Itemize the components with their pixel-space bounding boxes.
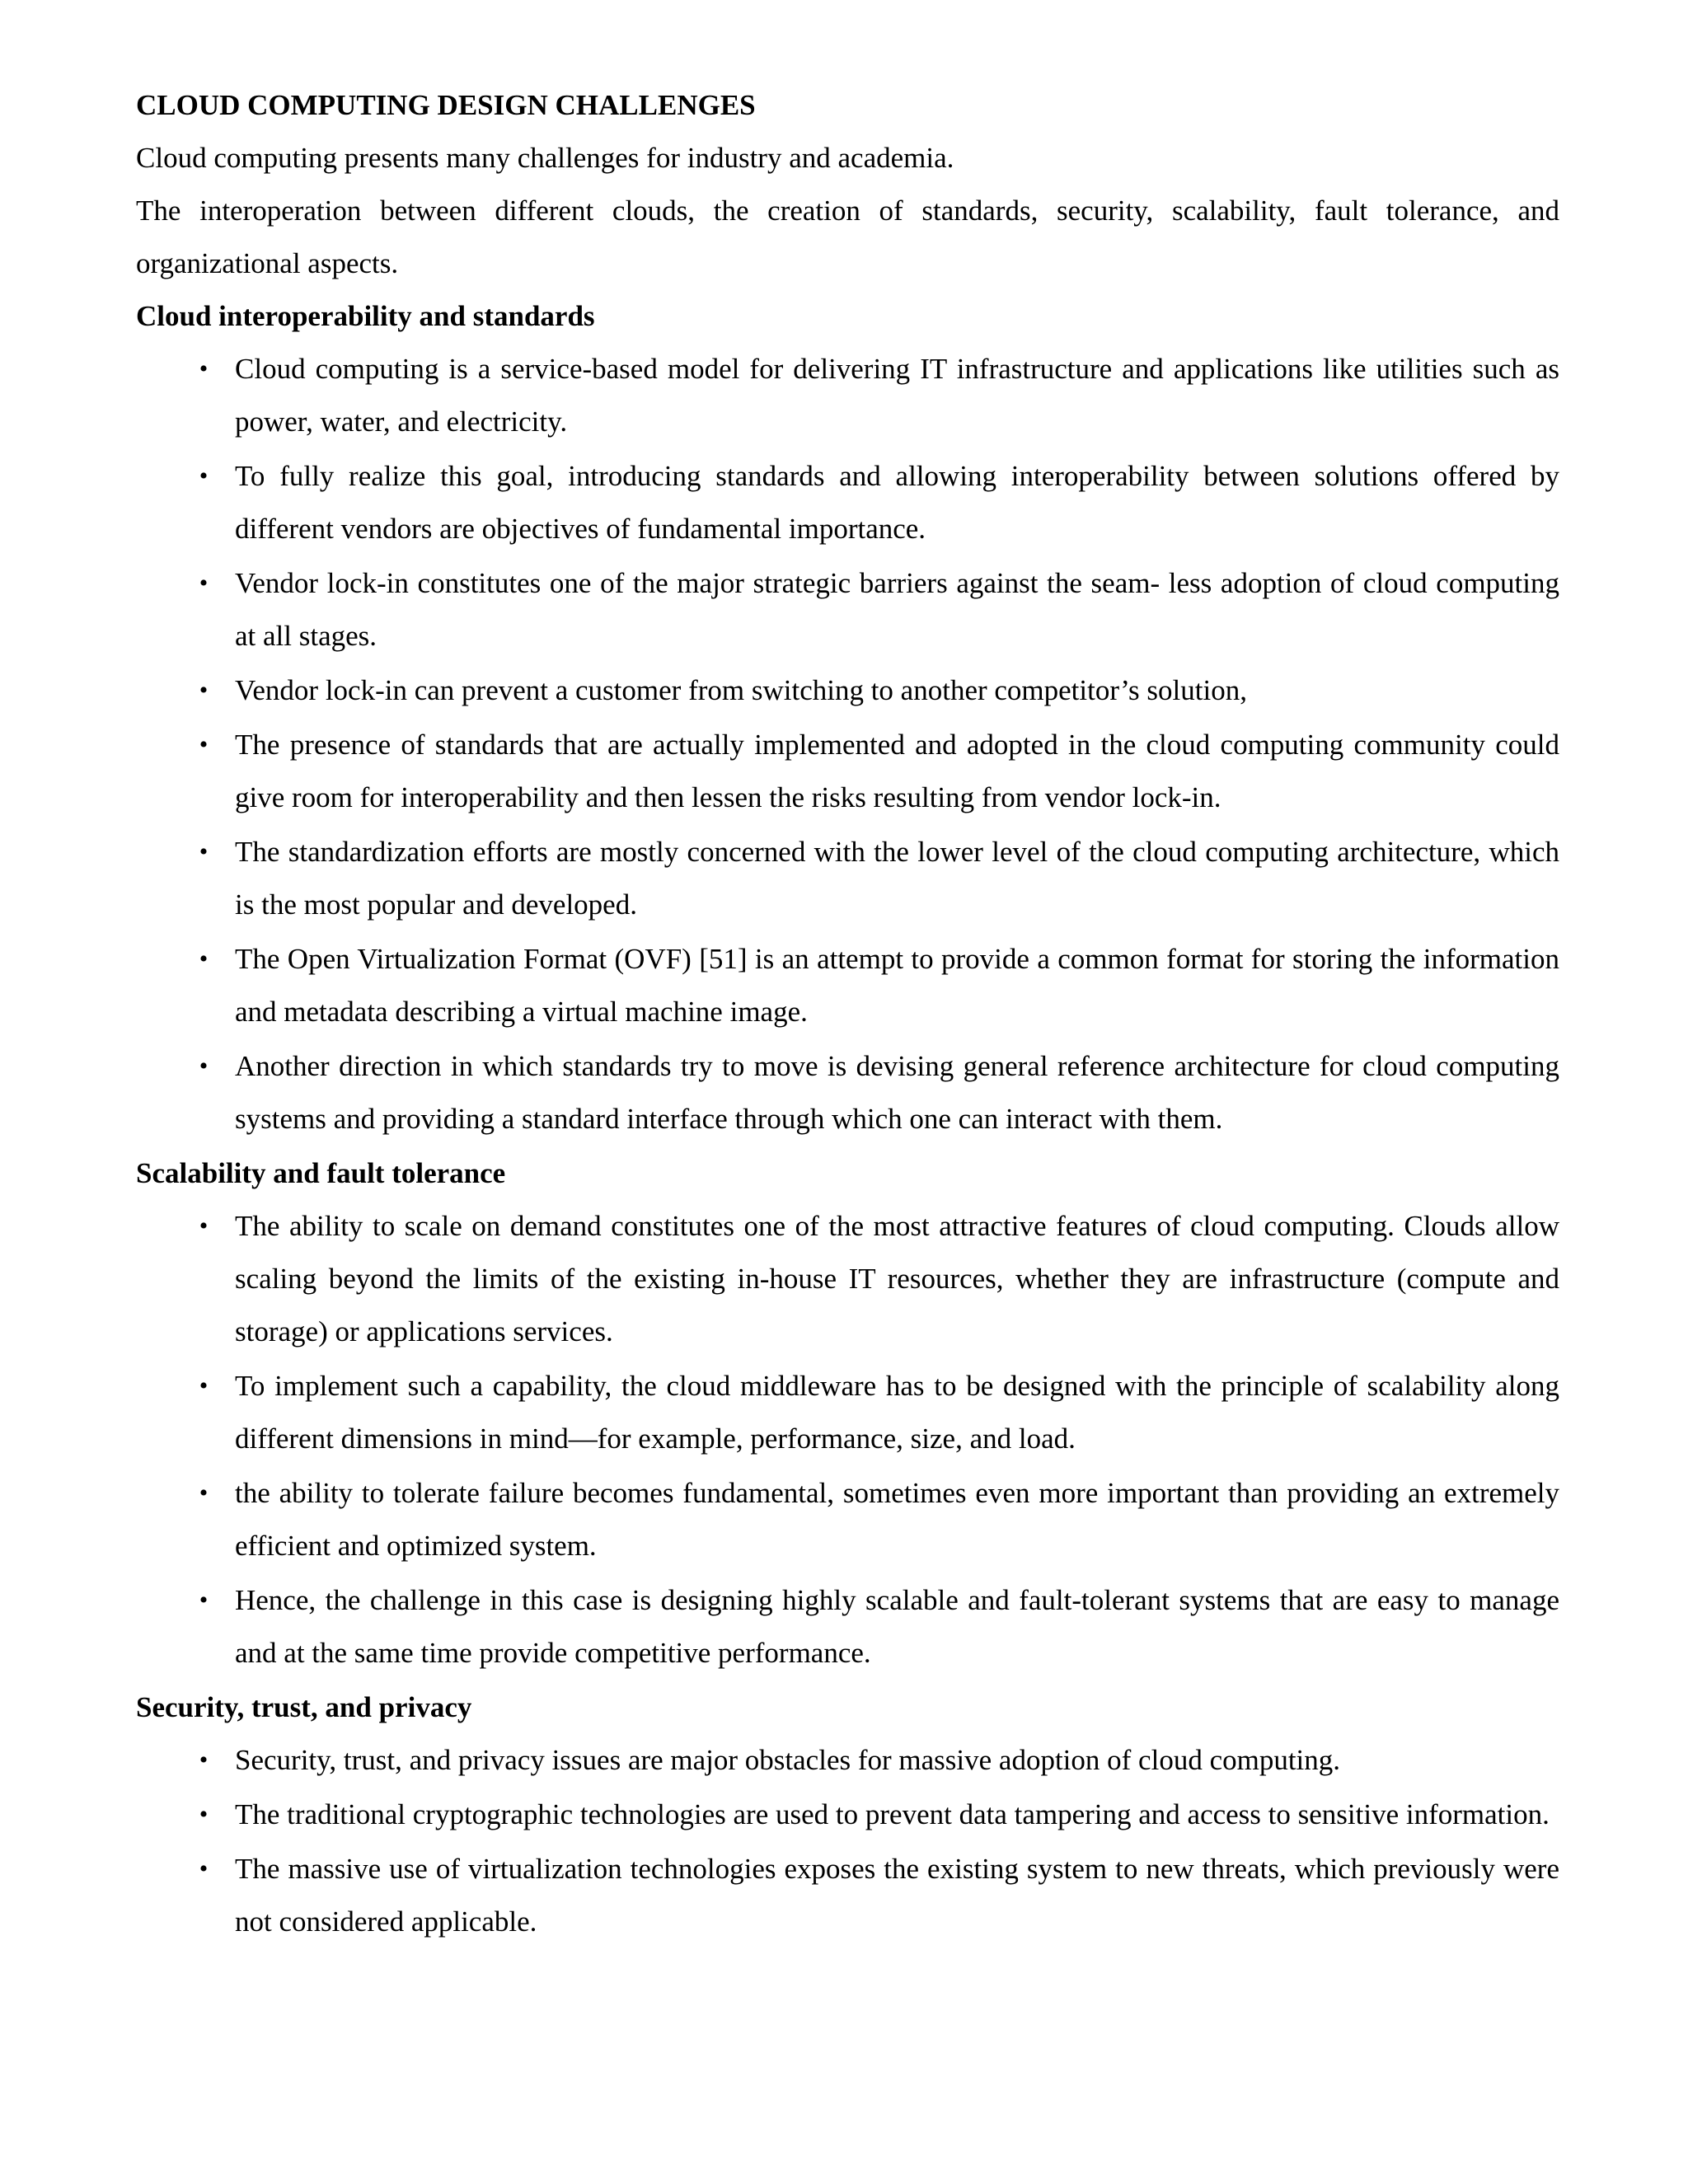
bullet-icon: •	[199, 1801, 209, 1828]
bullet-item	[136, 664, 1559, 717]
bullet-icon: •	[199, 838, 209, 865]
bullet-item	[136, 343, 1559, 448]
section-heading: Scalability and fault tolerance	[136, 1157, 506, 1189]
bullet-icon: •	[199, 1746, 209, 1774]
bullet-text: the ability to tolerate failure becomes fundamental, sometimes even more important than providing an extremely efficient and optimized system.	[235, 1477, 1559, 1562]
bullet-item	[136, 1467, 1559, 1572]
bullet-icon: •	[199, 677, 209, 704]
bullet-icon: •	[199, 1479, 209, 1507]
bullet-text: The massive use of virtualization technologies exposes the existing system to new threats, which previously were not considered applicable.	[235, 1853, 1559, 1938]
bullet-text: Security, trust, and privacy issues are major obstacles for massive adoption of cloud computing.	[235, 1744, 1341, 1776]
bullet-icon: •	[199, 731, 209, 758]
bullet-item	[136, 557, 1559, 663]
intro-paragraph: Cloud computing presents many challenges for industry and academia.	[136, 142, 954, 174]
section-security	[136, 1681, 1559, 1948]
section-scalability	[136, 1147, 1559, 1680]
bullet-icon: •	[199, 355, 209, 382]
bullet-item	[136, 826, 1559, 931]
bullet-item	[136, 1734, 1559, 1787]
bullet-text: Another direction in which standards try to move is devising general reference architecture for cloud computing systems and providing a standard interface through which one can interact with them.	[235, 1050, 1559, 1135]
document-title: CLOUD COMPUTING DESIGN CHALLENGES	[136, 89, 756, 121]
bullet-text: To fully realize this goal, introducing standards and allowing interoperability between solutions offered by different vendors are objectives of fundamental importance.	[235, 460, 1559, 545]
bullet-list	[136, 1734, 1559, 1948]
bullet-item	[136, 933, 1559, 1038]
bullet-item	[136, 1040, 1559, 1146]
bullet-item	[136, 450, 1559, 555]
bullet-icon: •	[199, 1855, 209, 1882]
intro-paragraph: The interoperation between different clouds, the creation of standards, security, scalability, fault tolerance, and organizational aspects.	[136, 194, 1559, 279]
bullet-item	[136, 1788, 1559, 1841]
bullet-item	[136, 1200, 1559, 1358]
bullet-text: Hence, the challenge in this case is designing highly scalable and fault-tolerant systems that are easy to manage and at the same time provide competitive performance.	[235, 1584, 1559, 1669]
bullet-text: To implement such a capability, the cloud middleware has to be designed with the principle of scalability along different dimensions in mind—for example, performance, size, and load.	[235, 1370, 1559, 1455]
bullet-icon: •	[199, 569, 209, 597]
bullet-text: The presence of standards that are actually implemented and adopted in the cloud computing community could give room for interoperability and then lessen the risks resulting from vendor lock-in.	[235, 729, 1559, 813]
bullet-text: The standardization efforts are mostly concerned with the lower level of the cloud computing architecture, which is the most popular and developed.	[235, 836, 1559, 921]
bullet-text: Vendor lock-in constitutes one of the major strategic barriers against the seam- less adoption of cloud computing at all stages.	[235, 567, 1559, 652]
bullet-icon: •	[199, 1586, 209, 1614]
section-interoperability	[136, 290, 1559, 1146]
bullet-icon: •	[199, 1372, 209, 1399]
bullet-text: Cloud computing is a service-based model for delivering IT infrastructure and applications like utilities such as power, water, and electricity.	[235, 353, 1559, 438]
bullet-text: The ability to scale on demand constitutes one of the most attractive features of cloud computing. Clouds allow scaling beyond the limits of the existing in-house IT resources, whether they are infrastructure (compute and storage) or applications services.	[235, 1210, 1559, 1347]
bullet-item	[136, 1360, 1559, 1465]
section-heading: Security, trust, and privacy	[136, 1691, 472, 1723]
bullet-item	[136, 1843, 1559, 1948]
bullet-icon: •	[199, 945, 209, 972]
document-page	[136, 79, 1559, 1950]
bullet-text: Vendor lock-in can prevent a customer from switching to another competitor’s solution,	[235, 674, 1247, 706]
bullet-icon: •	[199, 1052, 209, 1080]
bullet-item	[136, 1574, 1559, 1680]
bullet-item	[136, 719, 1559, 824]
bullet-list	[136, 1200, 1559, 1680]
section-heading: Cloud interoperability and standards	[136, 300, 595, 332]
bullet-list	[136, 343, 1559, 1146]
bullet-text: The Open Virtualization Format (OVF) [51] is an attempt to provide a common format for storing the information and metadata describing a virtual machine image.	[235, 943, 1559, 1028]
bullet-icon: •	[199, 1212, 209, 1240]
bullet-text: The traditional cryptographic technologies are used to prevent data tampering and access to sensitive information.	[235, 1798, 1550, 1830]
bullet-icon: •	[199, 462, 209, 490]
